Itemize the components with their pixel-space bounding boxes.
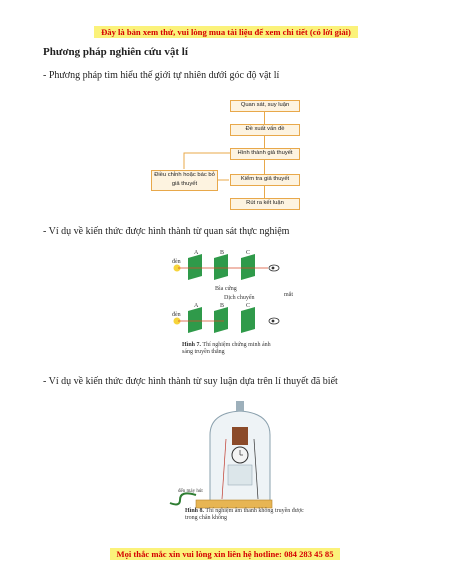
preview-banner: Đây là bản xem thử, vui lòng mua tài liệu để xem chi tiết (có lời giải) [94, 26, 358, 38]
text-line-2: - Ví dụ về kiến thức được hình thành từ quan sát thực nghiệm [43, 226, 290, 237]
label-card-a: A [194, 303, 199, 309]
label-lamp-top: đèn [172, 259, 181, 265]
label-card-b: B [220, 303, 225, 309]
text-line-3: - Ví dụ về kiến thức được hình thành từ suy luận dựa trên lí thuyết đã biết [43, 376, 338, 387]
label-cardboard: Bìa cứng [215, 286, 237, 292]
flow-connectors [0, 0, 450, 230]
hotline-banner: Mọi thắc mắc xin vui lòng xin liên hệ hotline: 084 283 45 85 [110, 548, 340, 560]
section-heading: Phương pháp nghiên cứu vật lí [43, 46, 188, 58]
figure-7-caption: Hình 7. Thí nghiệm chứng minh ánh sáng truyền thẳng [182, 342, 271, 355]
label-eye: mắt [284, 292, 293, 298]
flow-step-problem: Đề xuất vấn đề [230, 124, 300, 136]
label-card-c: C [246, 303, 251, 309]
label-vacuum-pump: đến máy hút [178, 489, 203, 494]
figure-8-caption: Hình 8. Thí nghiệm âm thanh không truyền được trong chân không [185, 508, 304, 521]
text-line-1: - Phương pháp tìm hiểu thế giới tự nhiên dưới góc độ vật lí [43, 70, 280, 81]
flow-step-test: Kiểm tra giả thuyết [230, 174, 300, 186]
label-card-b: B [220, 250, 225, 256]
label-lamp-bottom: đèn [172, 312, 181, 318]
label-shift: Dịch chuyển [224, 295, 255, 301]
flow-step-adjust: Điều chỉnh hoặc bác bỏ giả thuyết [151, 170, 218, 191]
flow-step-observe: Quan sát, suy luận [230, 100, 300, 112]
flow-step-hypothesis: Hình thành giả thuyết [230, 148, 300, 160]
flow-step-conclude: Rút ra kết luận [230, 198, 300, 210]
label-card-c: C [246, 250, 251, 256]
label-card-a: A [194, 250, 199, 256]
